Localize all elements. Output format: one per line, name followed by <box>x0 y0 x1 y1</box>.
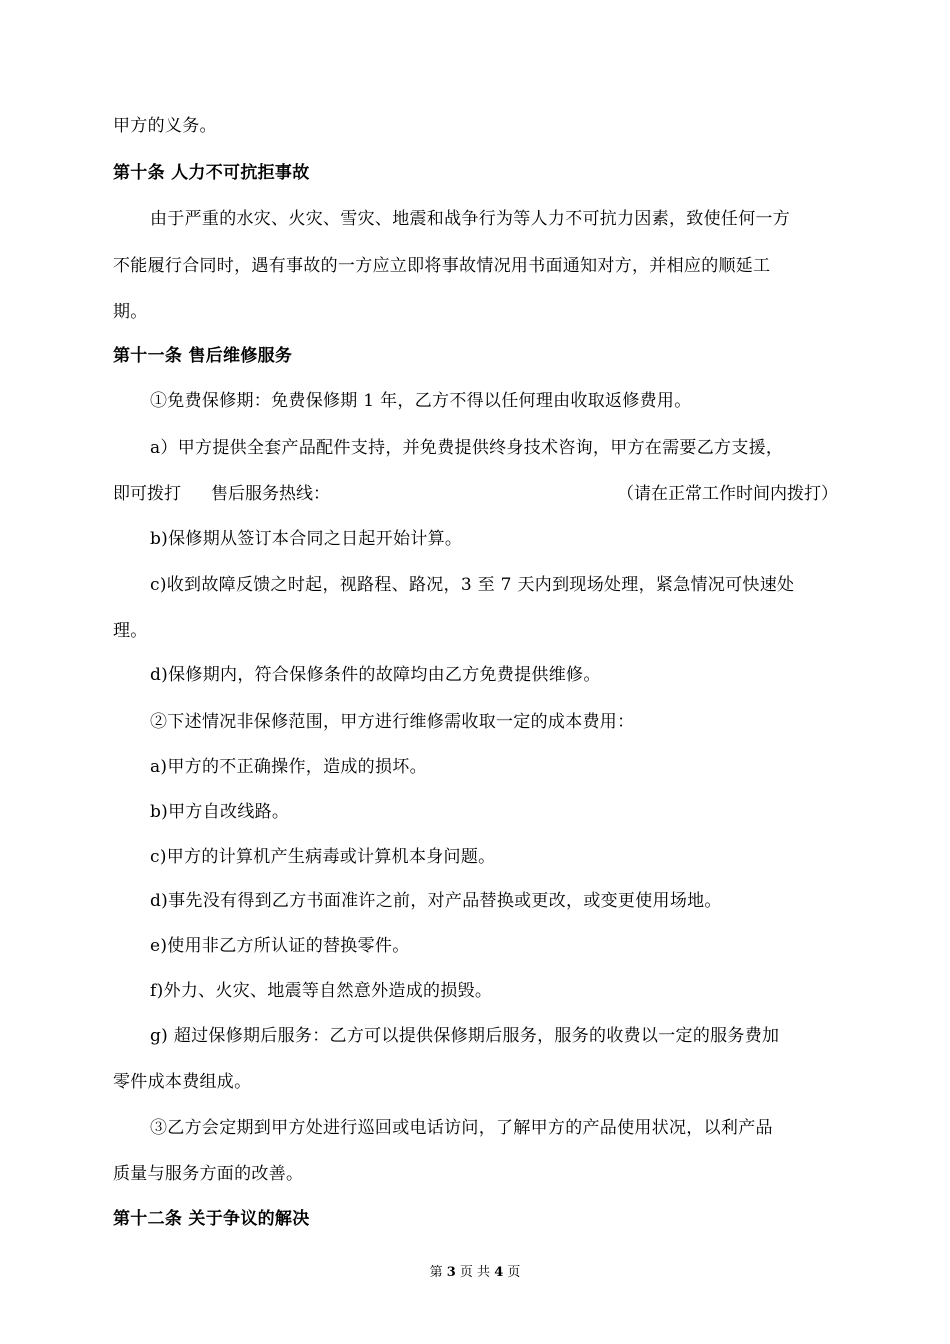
paragraph-line: 不能履行合同时，遇有事故的一方应立即将事故情况用书面通知对方，并相应的顺延工 <box>113 256 771 276</box>
non-warranty-item-g-cont: 零件成本费组成。 <box>113 1072 252 1092</box>
text-line: 甲方的义务。 <box>113 116 217 136</box>
article-10-heading: 第十条 人力不可抗拒事故 <box>113 163 310 183</box>
page-footer <box>0 1264 950 1282</box>
footer-prefix: 第 <box>429 1265 443 1280</box>
warranty-period-line: ①免费保修期：免费保修期 1 年，乙方不得以任何理由收取返修费用。 <box>150 391 692 411</box>
regular-visit-line: ③乙方会定期到甲方处进行巡回或电话访问，了解甲方的产品使用状况，以利产品 <box>150 1118 773 1138</box>
footer-page-number: 3 <box>446 1265 456 1280</box>
footer-suffix: 页 <box>507 1265 521 1280</box>
paragraph-line: 期。 <box>113 302 148 322</box>
non-warranty-item-d: d)事先没有得到乙方书面准许之前，对产品替换或更改，或变更使用场地。 <box>150 891 722 911</box>
regular-visit-line-cont: 质量与服务方面的改善。 <box>113 1164 304 1184</box>
footer-total-pages: 4 <box>494 1265 504 1280</box>
list-item-a: a）甲方提供全套产品配件支持，并免费提供终身技术咨询，甲方在需要乙方支援， <box>150 438 784 458</box>
non-warranty-item-e: e)使用非乙方所认证的替换零件。 <box>150 936 410 956</box>
hotline-row <box>113 482 838 506</box>
non-warranty-item-c: c)甲方的计算机产生病毒或计算机本身问题。 <box>150 847 496 867</box>
non-warranty-intro: ②下述情况非保修范围，甲方进行维修需收取一定的成本费用： <box>150 712 635 732</box>
footer-middle: 页 共 <box>459 1265 491 1280</box>
article-12-heading: 第十二条 关于争议的解决 <box>113 1209 310 1229</box>
non-warranty-item-b: b)甲方自改线路。 <box>150 802 290 822</box>
list-item-c-cont: 理。 <box>113 621 148 641</box>
hotline-hours-note: （请在正常工作时间内拨打） <box>617 484 838 504</box>
non-warranty-item-g: g) 超过保修期后服务：乙方可以提供保修期后服务，服务的收费以一定的服务费加 <box>150 1026 780 1046</box>
list-item-c: c)收到故障反馈之时起，视路程、路况，3 至 7 天内到现场处理，紧急情况可快速处 <box>150 575 795 595</box>
hotline-label: 即可拨打 售后服务热线： <box>113 484 330 504</box>
list-item-b: b)保修期从签订本合同之日起开始计算。 <box>150 529 463 549</box>
non-warranty-item-f: f)外力、火灾、地震等自然意外造成的损毁。 <box>150 981 493 1001</box>
article-11-heading: 第十一条 售后维修服务 <box>113 346 293 366</box>
paragraph-line: 由于严重的水灾、火灾、雪灾、地震和战争行为等人力不可抗力因素，致使任何一方 <box>150 209 791 229</box>
non-warranty-item-a: a)甲方的不正确操作，造成的损坏。 <box>150 757 427 777</box>
list-item-d: d)保修期内，符合保修条件的故障均由乙方免费提供维修。 <box>150 665 601 685</box>
